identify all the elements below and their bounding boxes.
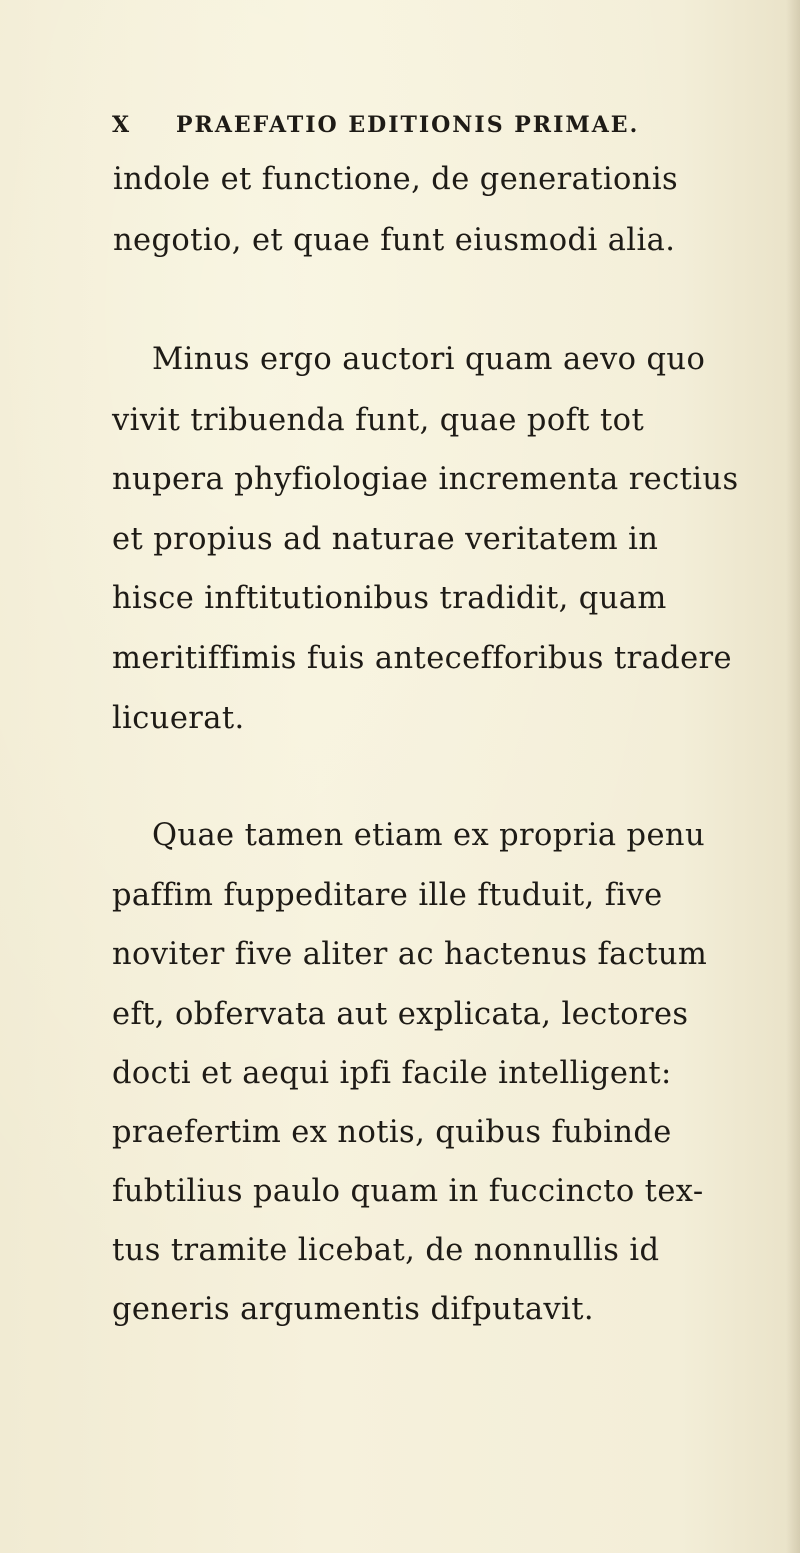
- text-line: licuerat.: [112, 701, 245, 736]
- text-line: fubtilius paulo quam in fuccincto tex-: [112, 1174, 704, 1209]
- text-line: indole et functione, de generationis: [113, 162, 679, 197]
- text-line: generis argumentis difputavit.: [112, 1292, 594, 1327]
- text-line: meritiffimis fuis antecefforibus tradere: [112, 641, 732, 676]
- text-line: nupera phyfiologiae incrementa rectius: [112, 462, 739, 497]
- text-line: Quae tamen etiam ex propria penu: [152, 818, 705, 853]
- text-line: hisce inftitutionibus tradidit, quam: [112, 581, 667, 616]
- text-line: vivit tribuenda funt, quae poft tot: [112, 403, 645, 438]
- text-line: negotio, et quae funt eiusmodi alia.: [113, 223, 676, 258]
- text-line: noviter five aliter ac hactenus factum: [112, 937, 708, 972]
- running-head: PRAEFATIO EDITIONIS PRIMAE.: [176, 112, 640, 138]
- text-line: tus tramite licebat, de nonnullis id: [112, 1233, 660, 1268]
- page-edge-shadow: [786, 0, 800, 1553]
- text-line: et propius ad naturae veritatem in: [112, 522, 659, 557]
- text-line: paffim fuppeditare ille ftuduit, five: [112, 878, 663, 913]
- text-line: praefertim ex notis, quibus fubinde: [112, 1115, 672, 1150]
- page-number: X: [112, 112, 132, 138]
- page-header: [112, 112, 712, 142]
- text-line: Minus ergo auctori quam aevo quo: [152, 342, 706, 377]
- text-line: docti et aequi ipfi facile intelligent:: [112, 1056, 672, 1091]
- text-line: eft, obfervata aut explicata, lectores: [112, 997, 689, 1032]
